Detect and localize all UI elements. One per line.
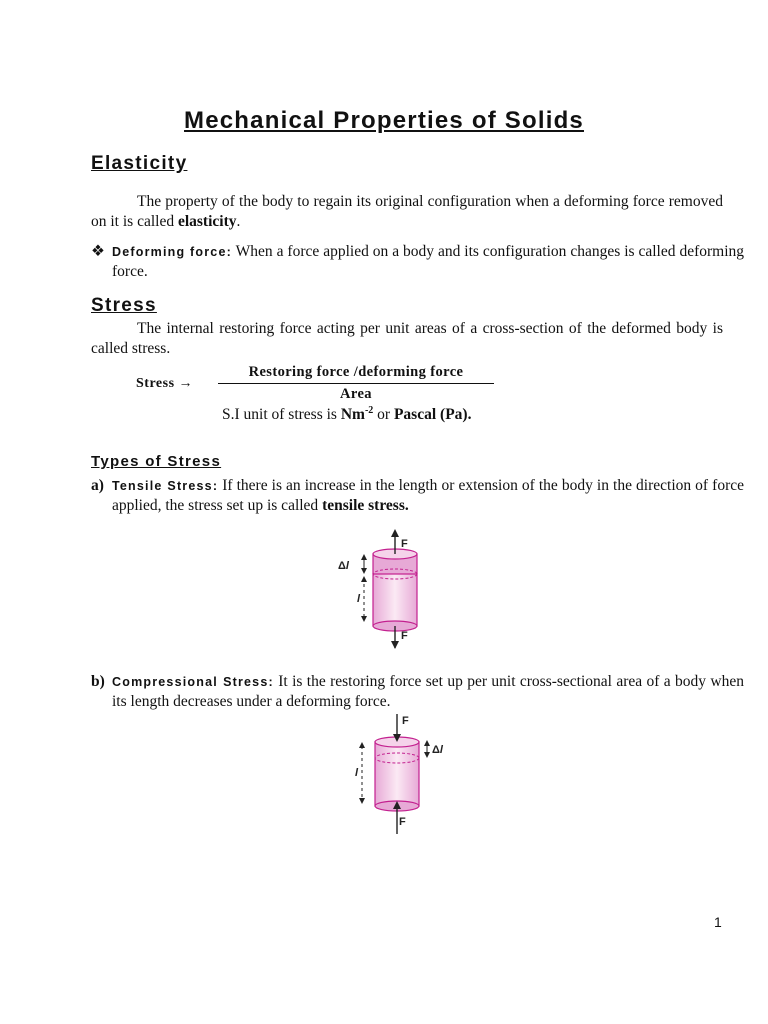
si-unit-prefix: S.I unit of stress is <box>222 406 341 424</box>
si-unit-exponent: -2 <box>364 405 374 416</box>
tensile-stress-figure <box>330 528 430 650</box>
si-unit-line <box>222 405 471 424</box>
compressional-cylinder-body <box>375 742 419 806</box>
tensile-force-label-top: F <box>401 538 408 550</box>
deforming-force-text: When a force applied on a body and its configuration changes is called deforming force. <box>112 243 745 280</box>
tensile-stress-term: tensile stress. <box>322 497 409 514</box>
page-title: Mechanical Properties of Solids <box>184 107 584 134</box>
tensile-stress-item <box>91 476 744 516</box>
fraction-bar <box>218 383 494 384</box>
tensile-cylinder-body <box>373 574 417 626</box>
tensile-arrowhead-down-icon <box>391 641 399 649</box>
page-number: 1 <box>714 914 722 930</box>
section-heading-elasticity: Elasticity <box>91 153 188 174</box>
compressional-force-label-bottom: F <box>399 816 406 828</box>
compressional-delta-l-label: Δl <box>432 744 443 756</box>
tensile-stress-label: Tensile Stress: <box>112 479 219 493</box>
stress-formula-label <box>136 376 193 392</box>
formula-arrow-icon: → <box>178 376 194 391</box>
elasticity-definition-text: The property of the body to regain its original configuration when a deforming force removed on it is called <box>91 193 723 230</box>
compressional-stress-text: It is the restoring force set up per unit cross-sectional area of a body when its length decreases under a deforming force. <box>112 673 744 710</box>
si-unit-or: or <box>373 406 394 424</box>
formula-stress-text: Stress <box>136 376 175 391</box>
elasticity-definition <box>91 192 723 232</box>
item-marker-b: b) <box>91 673 105 690</box>
tensile-force-label-bottom: F <box>401 630 408 642</box>
stress-fraction <box>218 364 494 403</box>
si-unit-pascal: Pascal (Pa). <box>393 406 472 424</box>
compressional-l-label: l <box>355 767 359 779</box>
compressional-stress-label: Compressional Stress: <box>112 675 274 689</box>
deforming-force-bullet <box>91 242 744 282</box>
tensile-l-label: l <box>357 593 361 605</box>
tensile-stress-text: If there is an increase in the length or extension of the body in the direction of force applied, the stress set up is called <box>112 477 744 514</box>
tensile-arrowhead-up-icon <box>391 529 399 537</box>
elasticity-term: elasticity <box>177 213 237 230</box>
bullet-diamond-icon: ❖ <box>91 243 105 260</box>
si-unit-nm: Nm <box>340 406 365 424</box>
deforming-force-label: Deforming force: <box>112 245 232 259</box>
fraction-numerator: Restoring force /deforming force <box>248 364 464 380</box>
item-marker-a: a) <box>91 477 104 494</box>
compressional-force-label-top: F <box>402 715 409 727</box>
stress-definition: The internal restoring force acting per unit areas of a cross-section of the deformed body is called stress. <box>91 320 723 357</box>
section-heading-stress: Stress <box>91 295 157 316</box>
tensile-delta-l-label: Δl <box>338 560 349 572</box>
compressional-stress-item <box>91 672 744 712</box>
fraction-denominator: Area <box>340 386 372 402</box>
section-heading-types-of-stress: Types of Stress <box>91 453 222 470</box>
compressional-stress-figure <box>330 712 443 836</box>
elasticity-definition-end: . <box>236 213 241 230</box>
